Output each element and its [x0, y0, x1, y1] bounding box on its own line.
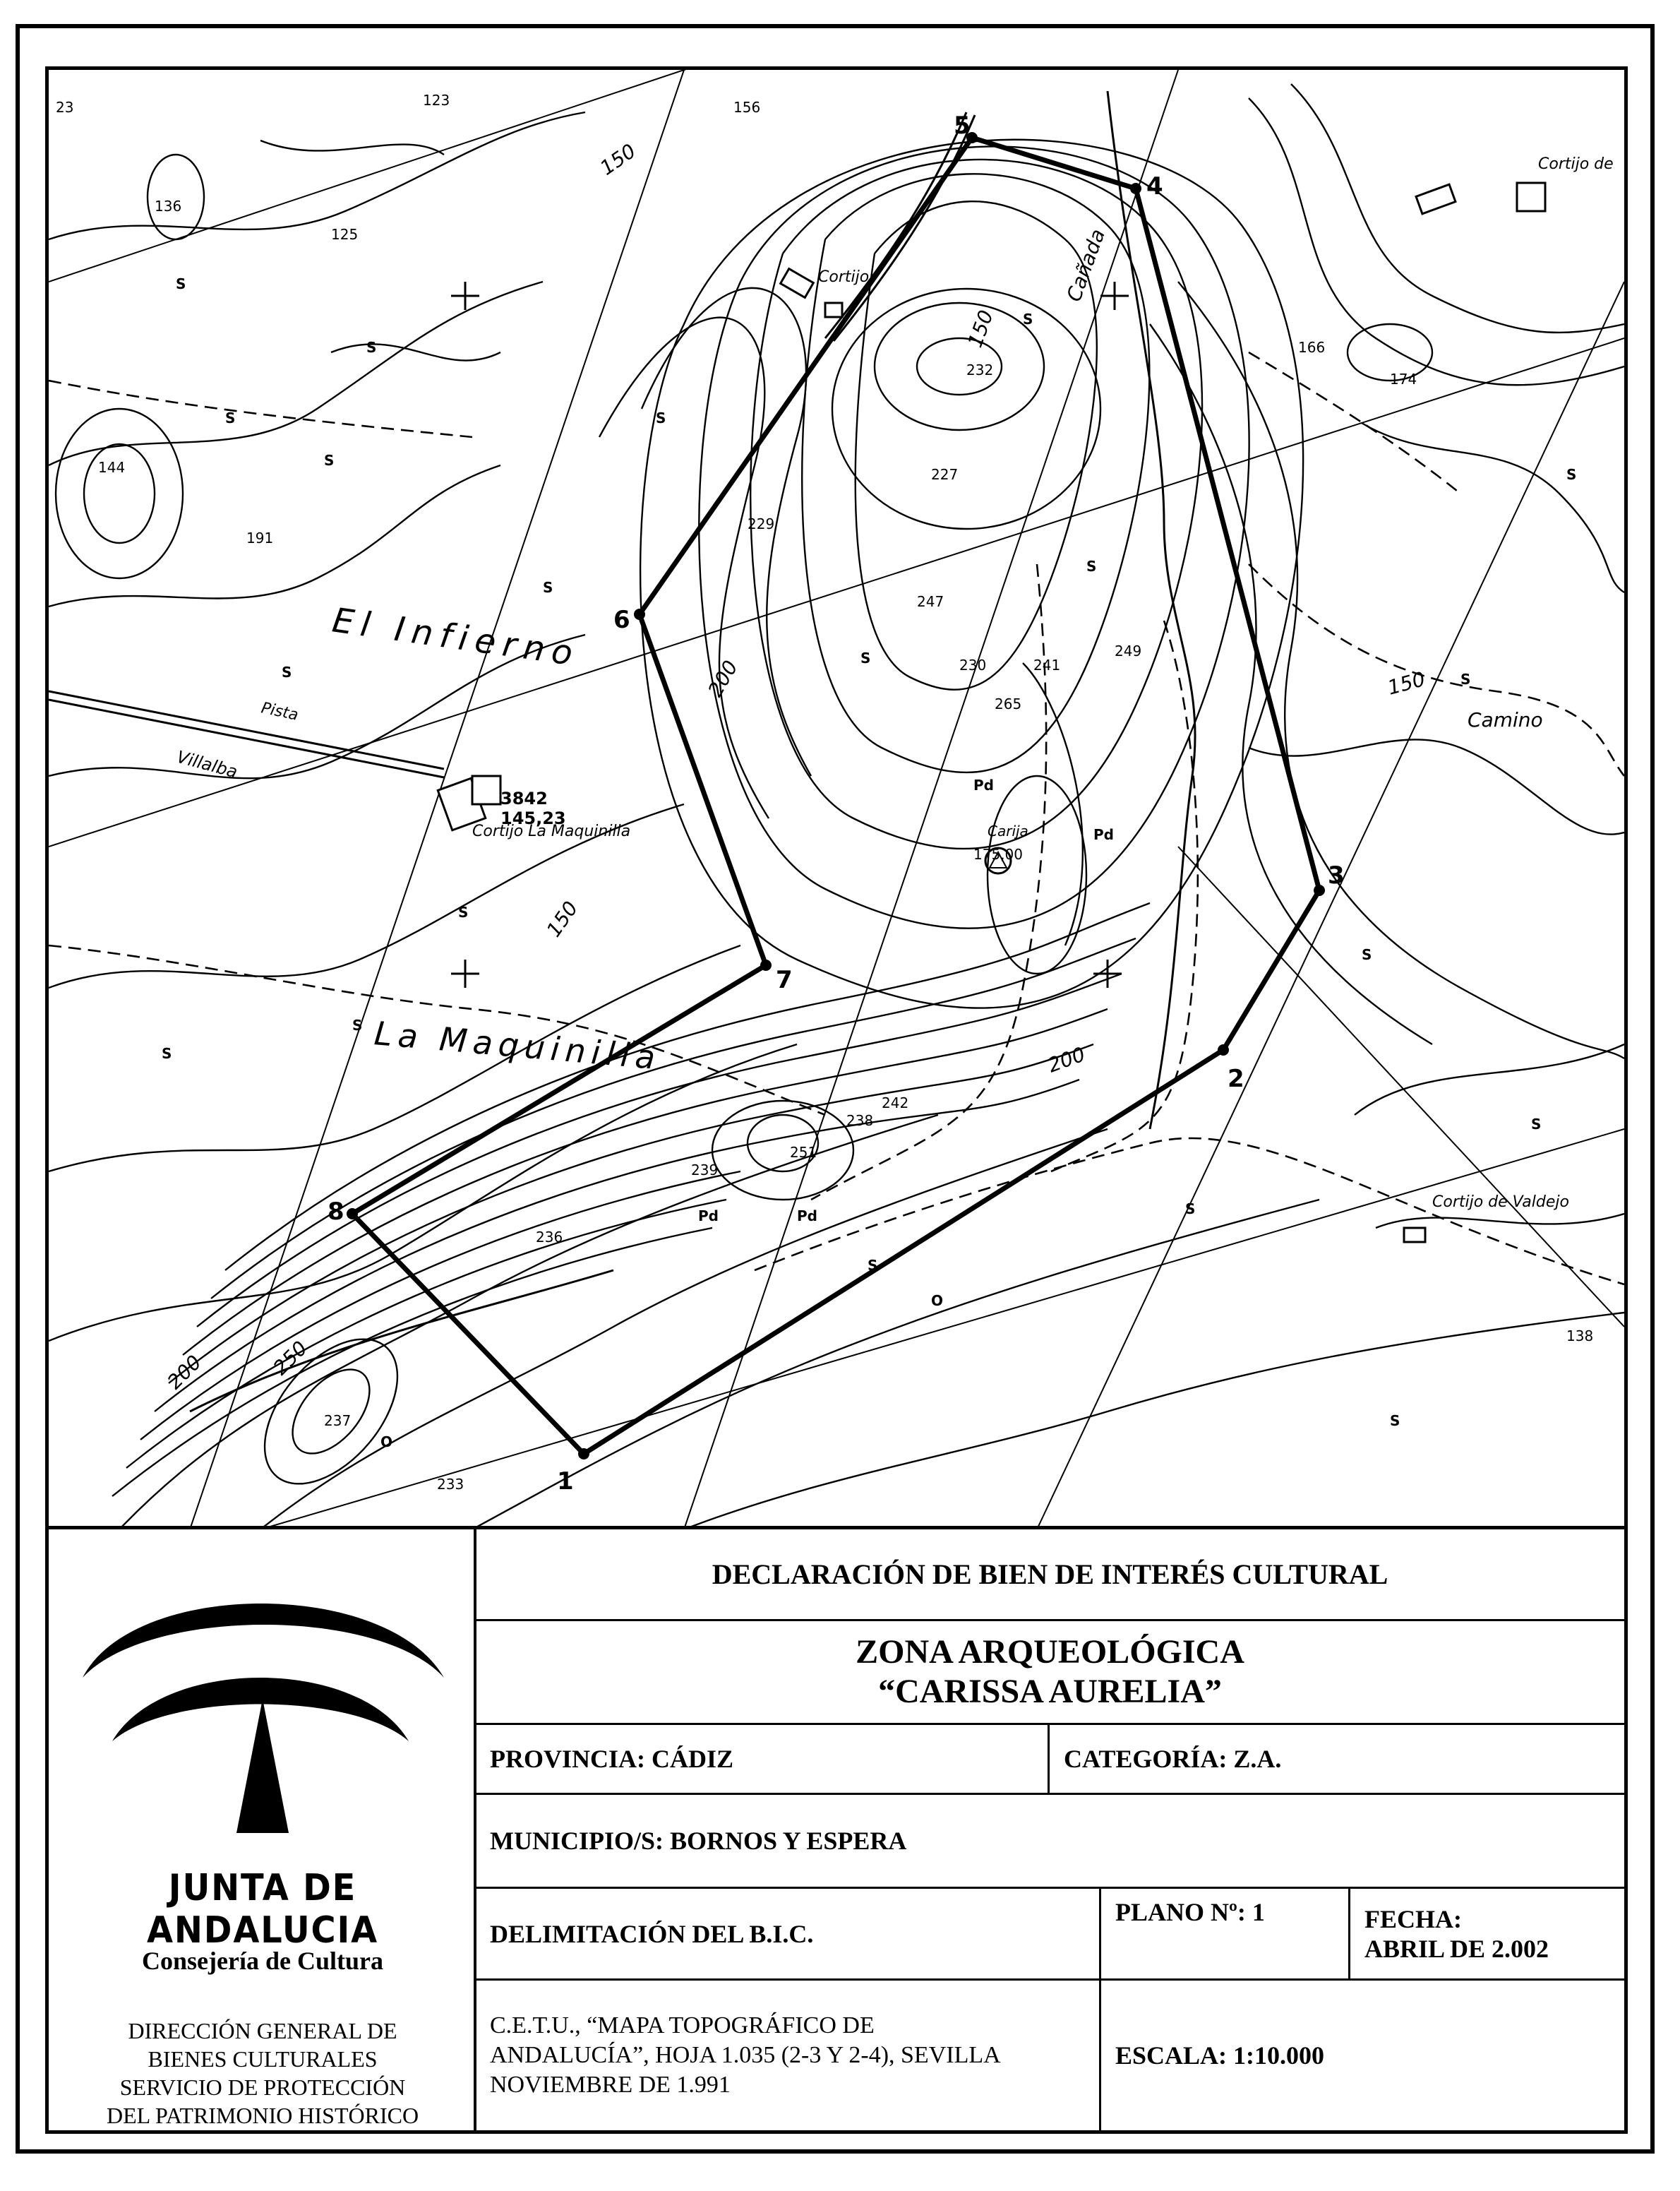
main-roads	[49, 91, 1195, 1411]
issuer-panel	[49, 1529, 476, 2130]
spot-height: 230	[959, 657, 987, 674]
land-use-symbol: S	[656, 410, 666, 426]
land-use-symbol: S	[324, 452, 335, 469]
plano-text: PLANO Nº: 1	[1115, 1898, 1265, 1926]
spot-height: 241	[1033, 657, 1061, 674]
delimitacion-cell	[474, 1887, 1101, 1981]
junta-logo	[49, 1558, 476, 1868]
escala-text: ESCALA: 1:10.000	[1115, 2041, 1325, 2070]
department-line: DEL PATRIMONIO HISTÓRICO	[106, 2103, 419, 2128]
department-line: BIENES CULTURALES	[148, 2046, 378, 2072]
spot-height: 23	[56, 99, 74, 116]
spot-height: 191	[246, 530, 274, 547]
contour-label: 200	[162, 1350, 206, 1394]
spot-height: 144	[98, 459, 126, 476]
spot-height: 232	[966, 362, 994, 378]
spot-height: 227	[931, 466, 959, 483]
place-name-villalba: Villalba	[174, 746, 240, 782]
land-use-symbol: S	[282, 664, 292, 681]
land-use-symbol: S	[1362, 946, 1372, 963]
spot-height: 229	[748, 515, 775, 532]
land-use-symbol: S	[1086, 558, 1097, 575]
land-use-symbol: S	[1023, 311, 1033, 328]
land-use-symbol: S	[162, 1045, 172, 1062]
vertex-label-4: 4	[1146, 172, 1163, 201]
land-use-symbol: S	[1566, 466, 1577, 483]
plano-cell	[1099, 1887, 1350, 1981]
map-canvas	[49, 70, 1624, 1529]
place-name-cortijo-de-valdejo: Cortijo de Valdejo	[1432, 1193, 1569, 1211]
declaration-header	[474, 1529, 1624, 1621]
vertex-label-2: 2	[1228, 1065, 1244, 1093]
land-use-symbol: Pd	[1093, 826, 1114, 843]
source-line: ANDALUCÍA”, HOJA 1.035 (2-3 Y 2-4), SEVILLA	[490, 2042, 1001, 2068]
source-line: C.E.T.U., “MAPA TOPOGRÁFICO DE	[490, 2012, 875, 2038]
spot-height: 166	[1298, 339, 1326, 356]
buildings	[438, 183, 1545, 1242]
spot-height: 233	[437, 1476, 464, 1493]
spot-height: 239	[691, 1162, 719, 1178]
spot-height: 251	[790, 1144, 817, 1161]
vertex-label-1: 1	[557, 1467, 574, 1496]
zona-title-name: “CARISSA AURELIA”	[878, 1673, 1222, 1710]
land-use-symbol: S	[1460, 671, 1471, 688]
vertex-label-5: 5	[954, 112, 971, 140]
geodesic-vertex	[500, 789, 566, 828]
land-use-symbol: Pd	[797, 1207, 817, 1224]
declaration-text: DECLARACIÓN DE BIEN DE INTERÉS CULTURAL	[712, 1558, 1388, 1590]
place-name-cortijo-de: Cortijo de	[1538, 155, 1614, 173]
land-use-symbol: S	[176, 275, 186, 292]
contour-label: 150	[541, 897, 583, 942]
contour-lines	[49, 84, 1624, 1529]
escala-cell	[1099, 1978, 1624, 2130]
land-use-symbol: S	[1390, 1412, 1400, 1429]
contour-label: 150	[1385, 667, 1428, 700]
vertex-label-7: 7	[776, 966, 793, 994]
place-name-la-maquinilla: La Maquinilla	[373, 1014, 663, 1077]
source-line: NOVIEMBRE DE 1.991	[490, 2072, 731, 2098]
land-use-symbol: O	[931, 1292, 944, 1309]
categoria-cell	[1048, 1723, 1624, 1795]
vertex-label-3: 3	[1328, 861, 1345, 890]
zona-title-line: ZONA ARQUEOLÓGICA	[856, 1633, 1244, 1671]
consejeria-label: Consejería de Cultura	[142, 1947, 383, 1975]
land-use-symbol: S	[543, 579, 553, 596]
zona-title	[474, 1619, 1624, 1725]
land-use-symbol: S	[868, 1257, 878, 1274]
contour-label: 250	[268, 1336, 312, 1380]
land-use-symbol: S	[225, 410, 236, 426]
place-name-cortijo-la-maquinilla: Cortijo La Maquinilla	[472, 823, 631, 840]
paths	[49, 352, 1624, 1284]
vertex-label-8: 8	[328, 1198, 344, 1226]
land-use-symbol: S	[860, 650, 871, 667]
provincia-cell	[474, 1723, 1050, 1795]
place-name-pista: Pista	[259, 699, 300, 724]
place-name-carija: Carija	[988, 823, 1028, 840]
fecha-label: FECHA:	[1364, 1904, 1462, 1933]
department-line: DIRECCIÓN GENERAL DE	[128, 2018, 397, 2043]
spot-height: 249	[1115, 643, 1142, 659]
place-name-canada: Cañada	[1062, 225, 1110, 305]
utm-grid	[49, 70, 1624, 1529]
spot-height: 125	[331, 226, 359, 243]
land-use-symbol: S	[458, 904, 469, 921]
topographic-map	[45, 66, 1628, 1529]
contour-label: 150	[596, 139, 640, 180]
land-use-symbol: S	[352, 1017, 363, 1034]
spot-height: 242	[882, 1094, 909, 1111]
department-line: SERVICIO DE PROTECCIÓN	[119, 2074, 406, 2100]
fecha-cell	[1348, 1887, 1624, 1981]
contour-label: 150	[963, 306, 998, 351]
land-use-symbol: S	[366, 339, 377, 356]
department-block	[49, 2017, 476, 2130]
spot-height: 156	[733, 99, 761, 116]
provincia-text: PROVINCIA: CÁDIZ	[490, 1745, 734, 1773]
spot-height: 175,00	[973, 846, 1023, 863]
title-block	[45, 1529, 1628, 2134]
spot-height: 265	[995, 695, 1022, 712]
place-name-cortijo: Cortijo	[818, 268, 870, 286]
junta-de-andalucia-title: JUNTA DE ANDALUCIA	[147, 1867, 378, 1952]
geodesic-elevation: 145,23	[500, 808, 566, 828]
contour-label: 200	[703, 656, 743, 701]
vertex-label-6: 6	[613, 606, 630, 634]
municipio-text: MUNICIPIO/S: BORNOS Y ESPERA	[490, 1827, 907, 1855]
spot-height: 123	[423, 92, 450, 109]
spot-height: 174	[1390, 371, 1417, 388]
source-cell	[474, 1978, 1101, 2130]
place-name-el-infierno: El Infierno	[330, 600, 582, 674]
spot-height: 236	[536, 1229, 563, 1246]
municipio-cell	[474, 1793, 1624, 1889]
contour-label: 200	[1045, 1042, 1088, 1077]
geodesic-id: 3842	[500, 789, 548, 808]
contour-labels	[163, 139, 1428, 1394]
land-use-symbol: S	[1185, 1200, 1196, 1217]
logo-arc-top-icon	[83, 1604, 444, 1678]
land-use-symbol: Pd	[698, 1207, 719, 1224]
spot-height: 237	[324, 1412, 352, 1429]
spot-height: 136	[155, 198, 182, 215]
land-use-symbol: O	[380, 1433, 393, 1450]
spot-height: 238	[846, 1112, 874, 1129]
fecha-value: ABRIL DE 2.002	[1364, 1934, 1549, 1963]
logo-pillar-icon	[236, 1699, 289, 1833]
land-use-symbol: S	[1531, 1116, 1542, 1133]
spot-height: 138	[1566, 1327, 1594, 1344]
place-name-camino: Camino	[1468, 708, 1543, 732]
land-use-symbol: Pd	[973, 777, 994, 794]
categoria-text: CATEGORÍA: Z.A.	[1064, 1745, 1282, 1773]
spot-height: 247	[917, 593, 944, 610]
delimitacion-text: DELIMITACIÓN DEL B.I.C.	[490, 1919, 814, 1948]
